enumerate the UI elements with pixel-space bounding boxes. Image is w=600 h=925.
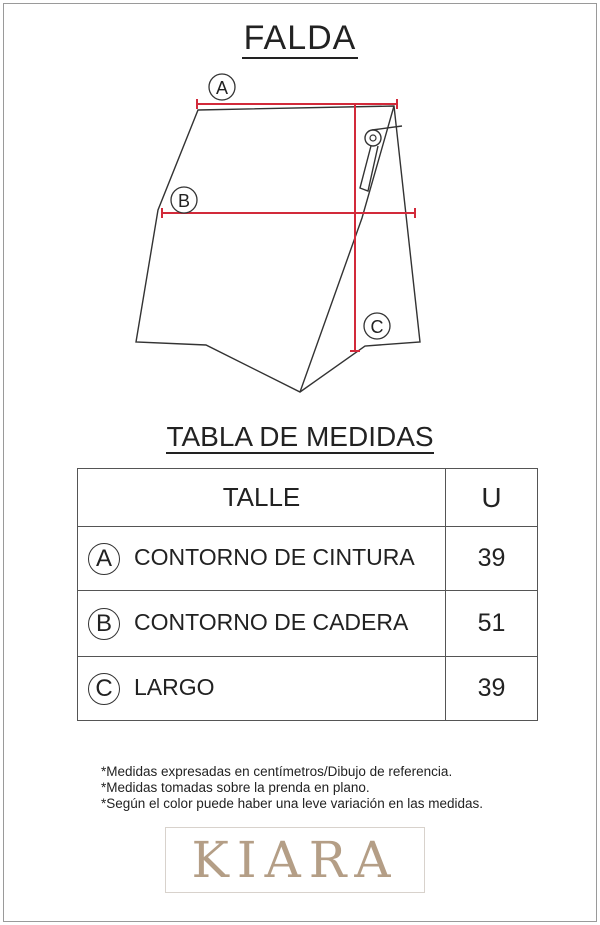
header-size-label: TALLE [78, 469, 446, 527]
svg-text:A: A [215, 78, 229, 98]
row-value: 51 [446, 591, 538, 657]
table-row [78, 591, 538, 657]
row-key-badge: B [88, 608, 120, 640]
row-label: CONTORNO DE CADERA [134, 608, 409, 635]
row-value: 39 [446, 657, 538, 721]
label-b [171, 187, 197, 213]
svg-text:B: B [177, 191, 191, 211]
label-a [209, 74, 235, 100]
footnote: *Medidas tomadas sobre la prenda en plano. [101, 780, 370, 795]
footnote: *Según el color puede haber una leve variación en las medidas. [101, 796, 484, 811]
brand-logo: KIARA [165, 827, 425, 893]
size-table [77, 468, 538, 721]
wrap-panel-edge [300, 106, 394, 392]
footnote: *Medidas expresadas en centímetros/Dibujo de referencia. [101, 764, 453, 779]
table-title: TABLA DE MEDIDAS [166, 421, 434, 452]
footnotes [101, 764, 483, 812]
table-row [78, 657, 538, 721]
row-value: 39 [446, 527, 538, 591]
svg-text:C: C [370, 317, 384, 337]
label-c [364, 313, 390, 339]
row-label: LARGO [134, 673, 215, 700]
buckle-icon [365, 130, 381, 146]
page-title: FALDA [243, 19, 357, 57]
tie-tail [360, 142, 378, 191]
table-row [78, 527, 538, 591]
row-label: CONTORNO DE CINTURA [134, 543, 415, 570]
skirt-outline [136, 106, 420, 392]
row-key-badge: C [88, 673, 120, 705]
skirt-diagram [0, 0, 600, 420]
measure-line-b [162, 208, 415, 218]
row-key-badge: A [88, 543, 120, 575]
header-size-value: U [446, 469, 538, 527]
table-header-row [78, 469, 538, 527]
